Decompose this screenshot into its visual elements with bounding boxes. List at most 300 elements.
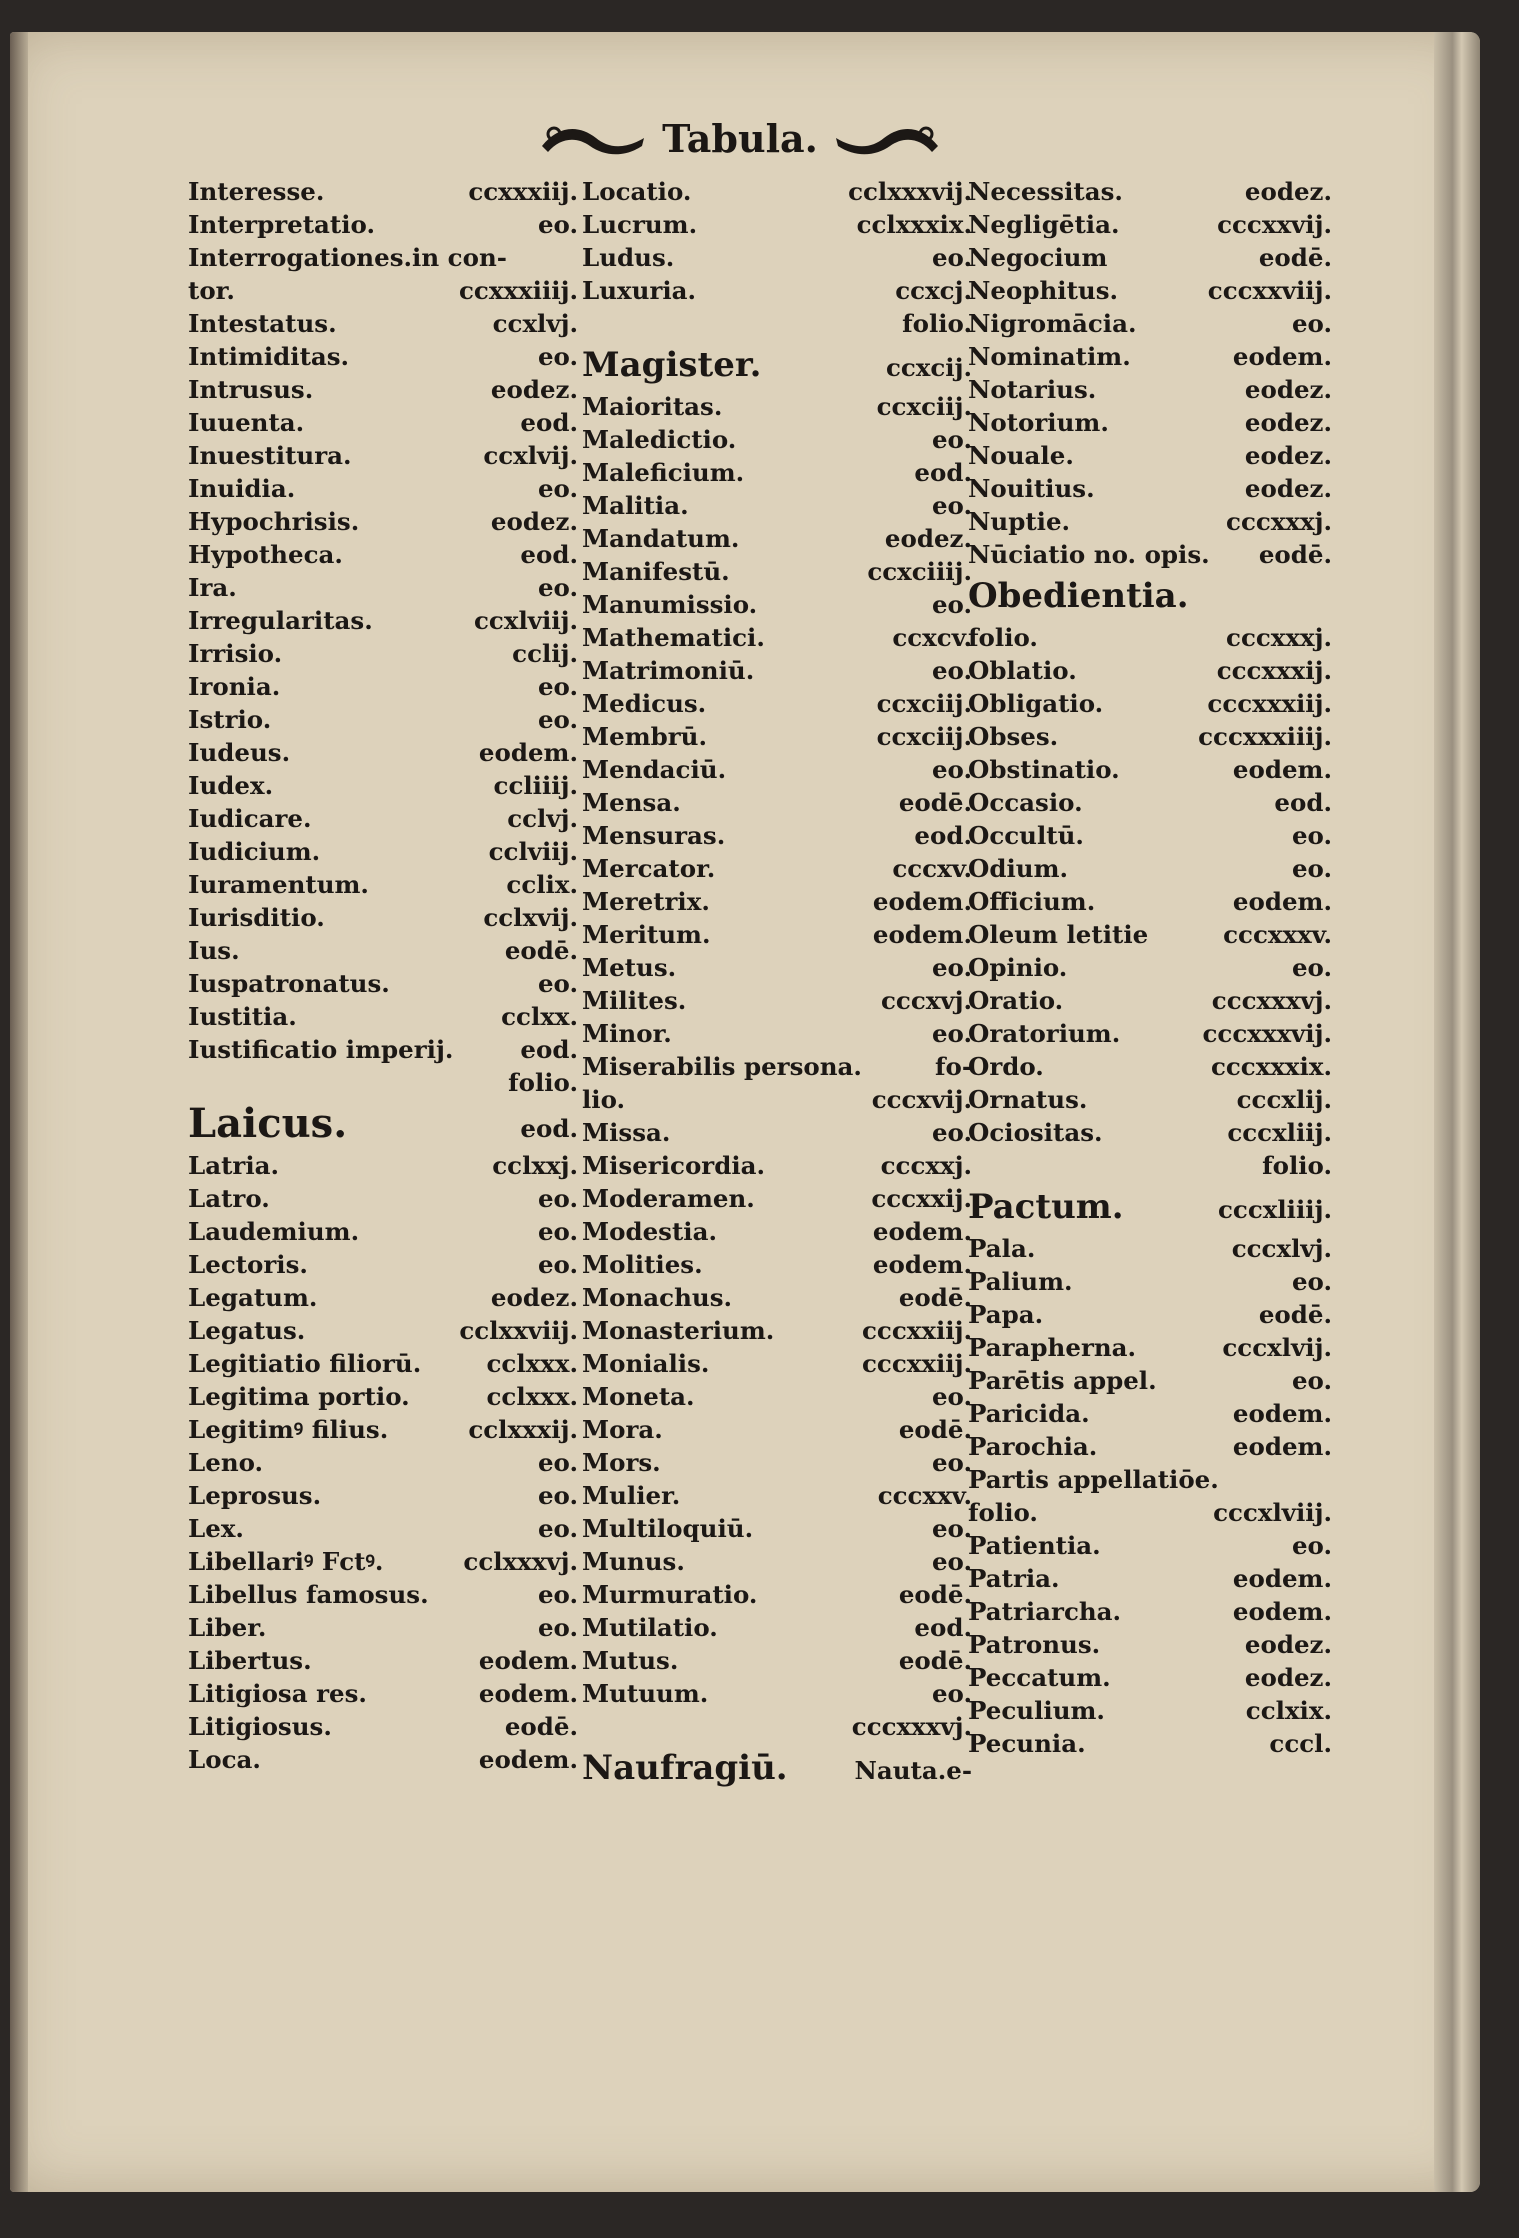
- index-term: Iudicium.: [188, 837, 321, 866]
- index-entry: [582, 1578, 972, 1611]
- folio-reference: eo.: [931, 1118, 972, 1147]
- index-entry: [968, 1562, 1332, 1595]
- index-entry: [188, 1545, 578, 1578]
- index-entry: [188, 637, 578, 670]
- index-term: Ordo.: [968, 1052, 1044, 1081]
- folio-reference: cccxxxvj.: [851, 1712, 972, 1741]
- folio-reference: cccxxiij.: [862, 1316, 972, 1345]
- index-entry: [188, 340, 578, 373]
- index-entry: [188, 1347, 578, 1380]
- index-term: Mutuum.: [582, 1679, 709, 1708]
- folio-reference: eo.: [931, 425, 972, 454]
- index-column-2: [582, 175, 972, 1793]
- folio-reference: eodem.: [1232, 1432, 1332, 1461]
- index-letter-heading: [188, 1099, 578, 1149]
- index-letter-heading: [582, 340, 972, 390]
- index-term: Milites.: [582, 986, 687, 1015]
- folio-reference: cclxxx.: [486, 1349, 578, 1378]
- index-term: Nigromācia.: [968, 309, 1137, 338]
- index-entry: [188, 868, 578, 901]
- index-column-1: [188, 175, 578, 1776]
- folio-reference: eo.: [931, 1019, 972, 1048]
- folio-reference: cccxxxiiij.: [1198, 722, 1332, 751]
- index-entry: [582, 1182, 972, 1215]
- folio-reference: eo.: [931, 656, 972, 685]
- index-term: Interpretatio.: [188, 210, 375, 239]
- folio-reference: folio.: [1262, 1151, 1332, 1180]
- folio-reference: ccxxxiij.: [468, 177, 578, 206]
- folio-reference: cccxliiij.: [1218, 1195, 1332, 1224]
- folio-reference: eodem.: [478, 738, 578, 767]
- index-entry: [582, 786, 972, 819]
- folio-reference: cclxxj.: [492, 1151, 578, 1180]
- folio-reference: cclxxxix.: [856, 210, 972, 239]
- index-entry: [188, 505, 578, 538]
- folio-reference: cccxxv.: [877, 1481, 972, 1510]
- folio-reference: eo.: [931, 243, 972, 272]
- folio-reference: eo.: [537, 210, 578, 239]
- index-entry: [968, 1050, 1332, 1083]
- index-term: Papa.: [968, 1300, 1044, 1329]
- index-entry: [968, 208, 1332, 241]
- index-entry: [582, 1644, 972, 1677]
- index-entry: [582, 1710, 972, 1743]
- index-term: Patronus.: [968, 1630, 1101, 1659]
- index-entry: [582, 1545, 972, 1578]
- index-entry: [582, 1050, 972, 1083]
- index-entry: [968, 1727, 1332, 1760]
- folio-reference: eodem.: [478, 1646, 578, 1675]
- folio-reference: eo.: [537, 1448, 578, 1477]
- index-term: Libertus.: [188, 1646, 312, 1675]
- index-entry: [582, 1149, 972, 1182]
- folio-reference: cccxliij.: [1227, 1118, 1332, 1147]
- index-term: Patientia.: [968, 1531, 1101, 1560]
- folio-reference: cccxxxj.: [1226, 507, 1332, 536]
- index-entry: [968, 472, 1332, 505]
- index-entry: [188, 1578, 578, 1611]
- index-term: Obses.: [968, 722, 1059, 751]
- folio-reference: ccxcv.: [892, 623, 972, 652]
- index-term: Iustificatio imperij.: [188, 1035, 454, 1064]
- index-entry: [968, 340, 1332, 373]
- index-term: Metus.: [582, 953, 677, 982]
- index-entry: [582, 456, 972, 489]
- folio-reference: ccxcj.: [895, 276, 972, 305]
- index-term: Ironia.: [188, 672, 281, 701]
- left-ornament-icon: [538, 116, 648, 160]
- index-entry: [188, 1281, 578, 1314]
- index-term: Oleum letitie: [968, 920, 1149, 949]
- index-entry: [582, 852, 972, 885]
- page-edge: [1434, 32, 1480, 2192]
- index-term: Interrogationes.in con-: [188, 243, 507, 272]
- index-term: Latro.: [188, 1184, 270, 1213]
- index-term: Monasterium.: [582, 1316, 775, 1345]
- index-entry: [968, 1083, 1332, 1116]
- index-term: Monachus.: [582, 1283, 733, 1312]
- folio-reference: cccxvij.: [871, 1085, 972, 1114]
- index-entry: [188, 1182, 578, 1215]
- index-entry: [188, 1677, 578, 1710]
- index-entry: [582, 654, 972, 687]
- index-entry: [188, 406, 578, 439]
- folio-reference: eodem.: [1232, 887, 1332, 916]
- index-entry: [582, 555, 972, 588]
- index-term: Membrū.: [582, 722, 708, 751]
- index-term: Locatio.: [582, 177, 692, 206]
- folio-reference: eodem.: [872, 1217, 972, 1246]
- index-entry: [582, 522, 972, 555]
- folio-reference: eodem.: [1232, 1597, 1332, 1626]
- index-entry: [968, 274, 1332, 307]
- index-entry: [582, 1512, 972, 1545]
- folio-reference: ccxlviij.: [474, 606, 578, 635]
- folio-reference: cclxxviij.: [459, 1316, 578, 1345]
- index-term: Maleficium.: [582, 458, 745, 487]
- folio-reference: eodem.: [478, 1745, 578, 1774]
- folio-reference: cccxvj.: [881, 986, 972, 1015]
- index-entry: [582, 1479, 972, 1512]
- folio-reference: eo.: [931, 1382, 972, 1411]
- index-term: Laicus.: [188, 1100, 348, 1147]
- index-entry: [968, 621, 1332, 654]
- index-term: Irrisio.: [188, 639, 283, 668]
- index-term: folio.: [968, 1498, 1038, 1527]
- index-entry: [968, 175, 1332, 208]
- folio-reference: ccxciij.: [876, 392, 972, 421]
- index-entry: [968, 1694, 1332, 1727]
- index-entry: [188, 1743, 578, 1776]
- index-term: Multiloquiū.: [582, 1514, 754, 1543]
- folio-reference: eodē.: [898, 1415, 972, 1444]
- index-entry: [188, 769, 578, 802]
- folio-reference: eodē.: [898, 1580, 972, 1609]
- folio-reference: folio.: [902, 309, 972, 338]
- index-term: Ira.: [188, 573, 237, 602]
- folio-reference: eodez.: [490, 375, 578, 404]
- index-term: Monialis.: [582, 1349, 710, 1378]
- index-term: Obstinatio.: [968, 755, 1120, 784]
- index-entry: [188, 967, 578, 1000]
- index-entry: [968, 1529, 1332, 1562]
- folio-reference: eodez.: [1244, 375, 1332, 404]
- index-entry: [968, 1232, 1332, 1265]
- index-term: Notarius.: [968, 375, 1097, 404]
- index-entry: [188, 1215, 578, 1248]
- folio-reference: eo.: [1291, 309, 1332, 338]
- folio-reference: eodem.: [1232, 755, 1332, 784]
- index-term: Partis appellatiōe.: [968, 1465, 1219, 1494]
- index-entry: [582, 241, 972, 274]
- index-entry: [968, 307, 1332, 340]
- index-term: Irregularitas.: [188, 606, 373, 635]
- folio-reference: cclxxxvij.: [848, 177, 972, 206]
- folio-reference: ccxlvij.: [483, 441, 578, 470]
- index-term: Leprosus.: [188, 1481, 322, 1510]
- index-term: Mutilatio.: [582, 1613, 718, 1642]
- page-header: [520, 108, 960, 168]
- index-term: Obligatio.: [968, 689, 1104, 718]
- index-term: Lex.: [188, 1514, 244, 1543]
- index-entry: [968, 1397, 1332, 1430]
- folio-reference: eodem.: [872, 887, 972, 916]
- index-entry: [582, 918, 972, 951]
- index-term: Iuuenta.: [188, 408, 305, 437]
- index-term: Iuramentum.: [188, 870, 369, 899]
- folio-reference: cccxlij.: [1236, 1085, 1332, 1114]
- index-entry: [188, 1710, 578, 1743]
- index-term: Mercator.: [582, 854, 716, 883]
- index-entry: [582, 1347, 972, 1380]
- index-entry: [188, 1033, 578, 1066]
- folio-reference: cccl.: [1269, 1729, 1332, 1758]
- index-term: Interesse.: [188, 177, 325, 206]
- index-letter-heading: [968, 1182, 1332, 1232]
- folio-reference: eodez.: [1244, 1663, 1332, 1692]
- index-term: Officium.: [968, 887, 1096, 916]
- folio-reference: eodē.: [504, 1712, 578, 1741]
- index-term: Maioritas.: [582, 392, 723, 421]
- index-term: Mensa.: [582, 788, 681, 817]
- folio-reference: eo.: [931, 1679, 972, 1708]
- index-term: Legitima portio.: [188, 1382, 410, 1411]
- index-term: Latria.: [188, 1151, 280, 1180]
- index-term: Moderamen.: [582, 1184, 755, 1213]
- index-term: Nūciatio no. opis.: [968, 540, 1210, 569]
- index-entry: [968, 753, 1332, 786]
- index-term: Occasio.: [968, 788, 1083, 817]
- index-term: Parochia.: [968, 1432, 1098, 1461]
- index-term: Libellus famosus.: [188, 1580, 429, 1609]
- index-term: Pala.: [968, 1234, 1036, 1263]
- folio-reference: eo.: [931, 953, 972, 982]
- folio-reference: eod.: [1274, 788, 1332, 817]
- folio-reference: eodem.: [478, 1679, 578, 1708]
- index-entry: [582, 720, 972, 753]
- folio-reference: eo.: [537, 1250, 578, 1279]
- folio-reference: cccxxxvij.: [1202, 1019, 1332, 1048]
- index-entry: [188, 208, 578, 241]
- index-entry: [188, 1413, 578, 1446]
- folio-reference: cccxv.: [892, 854, 972, 883]
- index-entry: [968, 1017, 1332, 1050]
- index-term: Meritum.: [582, 920, 711, 949]
- folio-reference: ccxciij.: [876, 722, 972, 751]
- folio-reference: cclxxx.: [486, 1382, 578, 1411]
- index-entry: [188, 1248, 578, 1281]
- folio-reference: eodez.: [1244, 474, 1332, 503]
- index-term: Mulier.: [582, 1481, 681, 1510]
- folio-reference: eo.: [931, 590, 972, 619]
- index-entry: [188, 1380, 578, 1413]
- index-term: Malitia.: [582, 491, 689, 520]
- folio-reference: eo.: [537, 1217, 578, 1246]
- folio-reference: eod.: [914, 821, 972, 850]
- folio-reference: eo.: [1291, 1267, 1332, 1296]
- index-term: Iudex.: [188, 771, 274, 800]
- folio-reference: eo.: [1291, 953, 1332, 982]
- index-term: Maledictio.: [582, 425, 737, 454]
- folio-reference: cccxxj.: [880, 1151, 972, 1180]
- folio-reference: eo.: [931, 1547, 972, 1576]
- index-entry: [188, 1512, 578, 1545]
- index-entry: [582, 1380, 972, 1413]
- index-term: Libellariꝰ Fctꝰ.: [188, 1547, 384, 1576]
- index-entry: [968, 687, 1332, 720]
- folio-reference: eodē.: [898, 1646, 972, 1675]
- index-entry: [582, 175, 972, 208]
- index-term: Legatum.: [188, 1283, 318, 1312]
- index-term: Legitimꝰ filius.: [188, 1415, 389, 1444]
- index-term: Lectoris.: [188, 1250, 308, 1279]
- folio-reference: eo.: [537, 1184, 578, 1213]
- index-term: Inuidia.: [188, 474, 296, 503]
- index-term: Paricida.: [968, 1399, 1090, 1428]
- folio-reference: eo.: [1291, 1531, 1332, 1560]
- index-entry: [968, 885, 1332, 918]
- folio-reference: eodē.: [1258, 243, 1332, 272]
- folio-reference: eo.: [537, 474, 578, 503]
- index-entry: [582, 1116, 972, 1149]
- index-term: Mendaciū.: [582, 755, 727, 784]
- index-term: Legatus.: [188, 1316, 306, 1345]
- index-entry: [968, 373, 1332, 406]
- index-entry: [188, 1000, 578, 1033]
- index-entry: [188, 571, 578, 604]
- index-entry: [188, 373, 578, 406]
- folio-reference: cclxxxij.: [468, 1415, 578, 1444]
- index-entry: [582, 307, 972, 340]
- index-term: tor.: [188, 276, 235, 305]
- index-term: Manifestū.: [582, 557, 730, 586]
- folio-reference: ccxciiij.: [867, 557, 972, 586]
- folio-reference: fo-: [934, 1052, 972, 1081]
- index-term: Liber.: [188, 1613, 267, 1642]
- index-entry: [188, 802, 578, 835]
- folio-reference: cccxlvij.: [1222, 1333, 1332, 1362]
- index-entry: [582, 753, 972, 786]
- index-entry: [188, 307, 578, 340]
- right-ornament-icon: [832, 116, 942, 160]
- index-term: Oratio.: [968, 986, 1064, 1015]
- index-term: Pecunia.: [968, 1729, 1086, 1758]
- folio-reference: eodem.: [1232, 1564, 1332, 1593]
- index-term: Litigiosa res.: [188, 1679, 367, 1708]
- index-entry: [582, 274, 972, 307]
- folio-reference: cccxxij.: [871, 1184, 972, 1213]
- index-term: Negligētia.: [968, 210, 1120, 239]
- index-term: Mutus.: [582, 1646, 679, 1675]
- index-entry: [968, 406, 1332, 439]
- index-term: Legitiatio filiorū.: [188, 1349, 422, 1378]
- index-term: Iurisditio.: [188, 903, 325, 932]
- index-term: Manumissio.: [582, 590, 758, 619]
- index-entry: [968, 241, 1332, 274]
- index-term: Patriarcha.: [968, 1597, 1122, 1626]
- folio-reference: eo.: [931, 491, 972, 520]
- index-term: Intestatus.: [188, 309, 337, 338]
- folio-reference: eo.: [1291, 854, 1332, 883]
- index-term: Oratorium.: [968, 1019, 1121, 1048]
- index-term: Patria.: [968, 1564, 1060, 1593]
- index-term: Pactum.: [968, 1187, 1124, 1227]
- index-entry: [968, 1430, 1332, 1463]
- index-letter-heading: [582, 1743, 972, 1793]
- folio-reference: eo.: [931, 755, 972, 784]
- folio-reference: Nauta.e-: [854, 1756, 972, 1785]
- index-term: Luxuria.: [582, 276, 697, 305]
- folio-reference: eo.: [537, 573, 578, 602]
- index-term: Murmuratio.: [582, 1580, 758, 1609]
- index-entry: [968, 984, 1332, 1017]
- folio-reference: eodē.: [1258, 1300, 1332, 1329]
- index-entry: [582, 1083, 972, 1116]
- index-entry: [968, 951, 1332, 984]
- folio-reference: cclxxxvj.: [463, 1547, 578, 1576]
- index-entry: [968, 1364, 1332, 1397]
- folio-reference: cccxxxv.: [1223, 920, 1332, 949]
- index-term: Ludus.: [582, 243, 675, 272]
- index-term: Lucrum.: [582, 210, 698, 239]
- index-entry: [582, 1611, 972, 1644]
- folio-reference: eodez.: [1244, 177, 1332, 206]
- index-entry: [582, 390, 972, 423]
- folio-reference: eo.: [537, 969, 578, 998]
- folio-reference: cccxxxij.: [1216, 656, 1332, 685]
- index-entry: [968, 1116, 1332, 1149]
- index-entry: [188, 241, 578, 274]
- index-term: Minor.: [582, 1019, 672, 1048]
- index-term: Necessitas.: [968, 177, 1123, 206]
- folio-reference: folio.: [508, 1068, 578, 1097]
- index-entry: [968, 819, 1332, 852]
- index-term: Mathematici.: [582, 623, 765, 652]
- index-entry: [968, 505, 1332, 538]
- index-entry: [582, 1446, 972, 1479]
- folio-reference: ccliiij.: [493, 771, 578, 800]
- index-term: Hypotheca.: [188, 540, 343, 569]
- folio-reference: cccxxviij.: [1207, 276, 1332, 305]
- folio-reference: eo.: [537, 1514, 578, 1543]
- page-title: Tabula.: [662, 115, 818, 161]
- index-term: Intrusus.: [188, 375, 314, 404]
- index-entry: [188, 934, 578, 967]
- folio-reference: ccxcij.: [885, 353, 972, 382]
- index-term: Nouale.: [968, 441, 1074, 470]
- folio-reference: eod.: [520, 408, 578, 437]
- folio-reference: ccxlvj.: [492, 309, 578, 338]
- index-term: Istrio.: [188, 705, 272, 734]
- page-gutter: [10, 32, 28, 2192]
- folio-reference: eodē.: [1258, 540, 1332, 569]
- index-entry: [968, 918, 1332, 951]
- index-term: Matrimoniū.: [582, 656, 755, 685]
- folio-reference: eodē.: [504, 936, 578, 965]
- index-entry: [582, 819, 972, 852]
- folio-reference: cccxxxix.: [1210, 1052, 1332, 1081]
- folio-reference: eodez.: [884, 524, 972, 553]
- index-entry: [968, 852, 1332, 885]
- index-entry: [188, 1446, 578, 1479]
- folio-reference: cclxvij.: [483, 903, 578, 932]
- folio-reference: cclvj.: [507, 804, 578, 833]
- index-entry: [582, 951, 972, 984]
- index-term: Parētis appel.: [968, 1366, 1157, 1395]
- folio-reference: eod.: [914, 458, 972, 487]
- index-entry: [188, 1149, 578, 1182]
- index-entry: [582, 423, 972, 456]
